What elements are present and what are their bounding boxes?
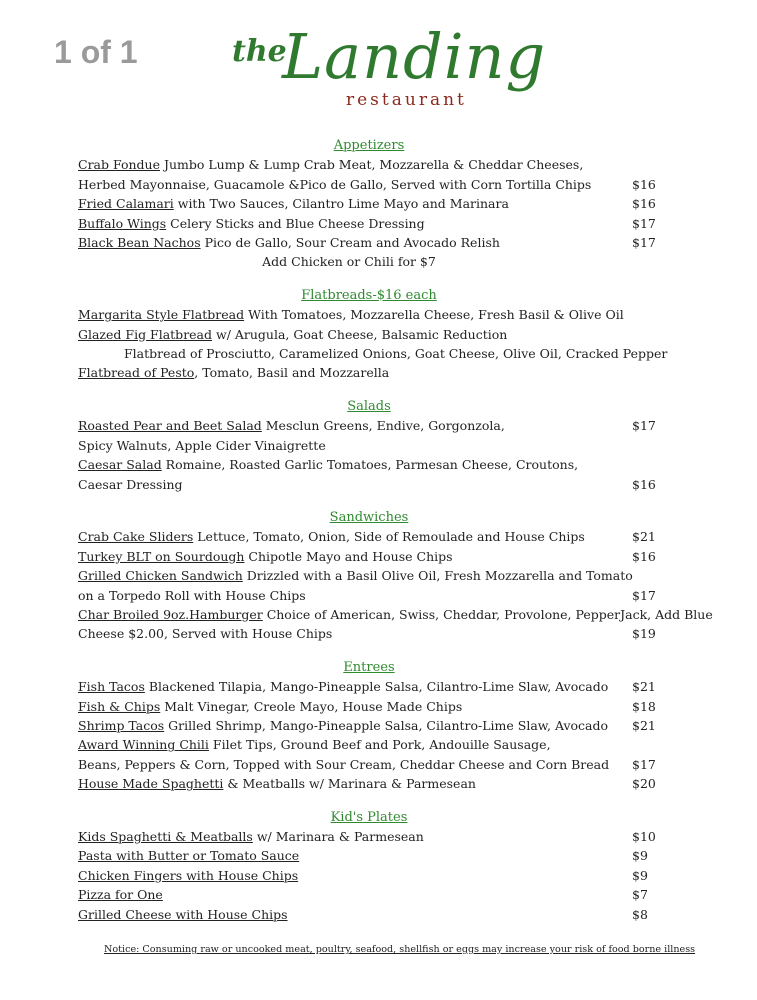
item-price: $21 (632, 529, 656, 545)
section-title-salads: Salads (347, 398, 391, 414)
menu-row (78, 155, 660, 174)
item-desc: & Meatballs w/ Marinara & Parmesean (223, 776, 476, 792)
item-price (632, 455, 660, 474)
item-desc: Lettuce, Tomato, Onion, Side of Remoulade and House Chips (193, 529, 585, 545)
section-title-flatbreads: Flatbreads-$16 each (301, 287, 437, 303)
menu-row (78, 566, 660, 585)
item-name: Chicken Fingers with House Chips (78, 867, 299, 883)
item-price: $8 (632, 906, 648, 922)
item-desc: with Two Sauces, Cilantro Lime Mayo and Marinara (173, 196, 509, 212)
menu-row (78, 436, 660, 455)
item-desc: Jumbo Lump & Lump Crab Meat, Mozzarella & Cheddar Cheeses, (159, 157, 584, 173)
item-desc: Celery Sticks and Blue Cheese Dressing (166, 215, 425, 231)
item-price: $17 (632, 418, 656, 434)
item-name: Award Winning Chili (78, 737, 209, 753)
menu-row (78, 716, 660, 735)
item-desc: Romaine, Roasted Garlic Tomatoes, Parmesan Cheese, Croutons, (161, 457, 579, 473)
section-title-appetizers: Appetizers (333, 138, 405, 153)
menu-row (78, 363, 660, 382)
menu-row (78, 755, 660, 774)
section-title-entrees: Entrees (343, 659, 395, 675)
section-flatbreads (78, 286, 668, 383)
menu-row (78, 344, 668, 363)
item-price: $9 (632, 848, 648, 864)
menu-row (78, 455, 660, 474)
item-desc: on a Torpedo Roll with House Chips (78, 587, 306, 603)
section-title-sandwiches: Sandwiches (329, 509, 409, 525)
item-name: Kids Spaghetti & Meatballs (78, 829, 253, 844)
item-price (633, 566, 661, 585)
item-desc: Flatbread of Prosciutto, Caramelized Onions, Goat Cheese, Olive Oil, Cracked Pepper (124, 346, 668, 362)
item-desc: Blackened Tilapia, Mango-Pineapple Salsa, Cilantro-Lime Slaw, Avocado (144, 679, 609, 695)
item-name: Crab Fondue (78, 157, 160, 173)
menu-row (78, 827, 660, 846)
item-name: Turkey BLT on Sourdough (78, 548, 245, 564)
item-price (632, 155, 660, 174)
item-price: $9 (632, 867, 648, 883)
section-appetizers (78, 136, 660, 272)
page-indicator: 1 of 1 (54, 34, 138, 70)
item-price: $7 (632, 887, 648, 903)
food-safety-notice: Notice: Consuming raw or uncooked meat, poultry, seafood, shellfish or eggs may increase your risk of food borne illness (104, 944, 696, 955)
item-price: $10 (632, 829, 656, 844)
item-name: Buffalo Wings (78, 215, 167, 231)
item-name: Grilled Chicken Sandwich (78, 568, 243, 584)
menu-row (78, 233, 660, 252)
menu (78, 136, 713, 938)
item-desc: Malt Vinegar, Creole Mayo, House Made Chips (160, 698, 463, 714)
menu-row (78, 305, 660, 324)
item-desc: Cheese $2.00, Served with House Chips (78, 626, 333, 642)
section-salads (78, 397, 660, 494)
menu-row (78, 194, 660, 213)
item-desc: Mesclun Greens, Endive, Gorgonzola, (261, 418, 505, 434)
menu-row (78, 677, 660, 696)
item-name: Roasted Pear and Beet Salad (78, 418, 262, 434)
item-name: Pizza for One (78, 887, 163, 903)
appetizers-note: Add Chicken or Chili for $7 (262, 254, 436, 270)
item-desc: Pico de Gallo, Sour Cream and Avocado Relish (200, 235, 500, 251)
item-name: Glazed Fig Flatbread (78, 326, 213, 342)
item-desc: Beans, Peppers & Corn, Topped with Sour Cream, Cheddar Cheese and Corn Bread (78, 756, 610, 772)
item-price: $16 (632, 548, 656, 564)
menu-row (78, 475, 660, 494)
item-price: $17 (632, 235, 656, 251)
item-name: House Made Spaghetti (78, 776, 224, 792)
menu-row (78, 175, 660, 194)
item-name: Margarita Style Flatbread (78, 307, 245, 323)
item-desc: With Tomatoes, Mozzarella Cheese, Fresh Basil & Olive Oil (244, 307, 624, 323)
menu-row (78, 527, 660, 546)
section-entrees (78, 658, 660, 794)
item-name: Flatbread of Pesto (78, 365, 195, 381)
restaurant-logo (228, 20, 547, 118)
item-name: Shrimp Tacos (78, 717, 165, 733)
item-desc: Filet Tips, Ground Beef and Pork, Andouille Sausage, (208, 737, 551, 753)
menu-row (78, 735, 660, 754)
item-price: $16 (632, 476, 656, 492)
logo-subtitle: restaurant (346, 90, 467, 110)
item-price (632, 735, 660, 754)
menu-row (78, 905, 660, 924)
section-sandwiches (78, 508, 713, 644)
menu-row (78, 325, 660, 344)
item-price: $17 (632, 587, 656, 603)
menu-row (78, 586, 660, 605)
item-price: $20 (632, 776, 656, 792)
item-name: Fried Calamari (78, 196, 174, 212)
item-name: Crab Cake Sliders (78, 529, 194, 545)
item-desc: Spicy Walnuts, Apple Cider Vinaigrette (78, 437, 326, 453)
item-desc: , Tomato, Basil and Mozzarella (194, 365, 390, 381)
menu-row (78, 866, 660, 885)
item-desc: Chipotle Mayo and House Chips (244, 548, 453, 564)
item-name: Fish & Chips (78, 698, 161, 714)
item-price: $18 (632, 698, 656, 714)
menu-row (78, 605, 713, 624)
item-price: $21 (632, 717, 656, 733)
logo-the: the (232, 34, 287, 69)
item-name: Caesar Salad (78, 457, 162, 473)
logo-name: Landing (282, 20, 547, 93)
item-price (713, 605, 741, 624)
menu-row (78, 885, 660, 904)
menu-row (78, 697, 660, 716)
item-desc: Grilled Shrimp, Mango-Pineapple Salsa, Cilantro-Lime Slaw, Avocado (164, 717, 609, 733)
item-price: $16 (632, 176, 656, 192)
item-price: $16 (632, 196, 656, 212)
item-desc: Caesar Dressing (78, 476, 183, 492)
item-desc: Herbed Mayonnaise, Guacamole &Pico de Gallo, Served with Corn Tortilla Chips (78, 176, 592, 192)
item-name: Pasta with Butter or Tomato Sauce (78, 848, 300, 864)
item-price: $17 (632, 756, 656, 772)
item-name: Char Broiled 9oz.Hamburger (78, 606, 263, 622)
item-desc: Choice of American, Swiss, Cheddar, Provolone, PepperJack, Add Blue (262, 606, 713, 622)
section-kids (78, 808, 660, 924)
item-name: Black Bean Nachos (78, 235, 201, 251)
menu-row (78, 214, 660, 233)
menu-row (78, 846, 660, 865)
menu-row (78, 624, 660, 643)
item-name: Fish Tacos (78, 679, 145, 695)
item-price: $19 (632, 626, 656, 642)
item-desc: w/ Arugula, Goat Cheese, Balsamic Reduction (212, 326, 508, 342)
item-price (632, 436, 660, 455)
menu-row (78, 416, 660, 435)
item-name: Grilled Cheese with House Chips (78, 906, 288, 922)
menu-row (78, 547, 660, 566)
menu-row (78, 774, 660, 793)
item-desc: w/ Marinara & Parmesean (252, 829, 424, 844)
item-price: $21 (632, 679, 656, 695)
item-desc: Drizzled with a Basil Olive Oil, Fresh Mozzarella and Tomato (242, 568, 633, 584)
section-title-kids: Kid's Plates (330, 809, 408, 825)
item-price: $17 (632, 215, 656, 231)
